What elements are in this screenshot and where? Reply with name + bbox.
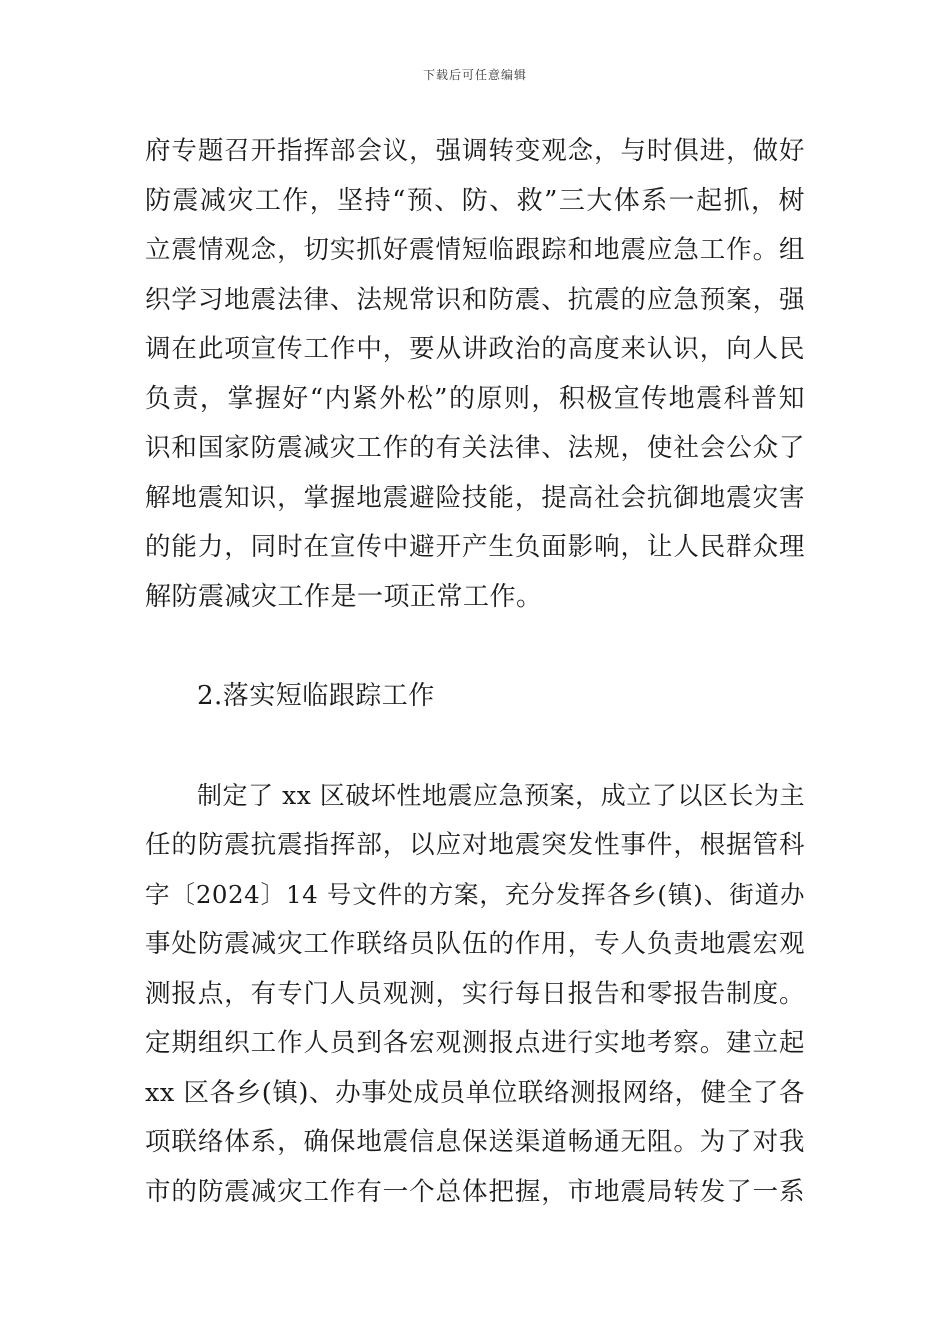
paragraph-line: 识和国家防震减灾工作的有关法律、法规，使社会公众了 <box>145 433 805 463</box>
paragraph-line: 任的防震抗震指挥部，以应对地震突发性事件，根据管科 <box>145 830 805 860</box>
paragraph-line: 立震情观念，切实抓好震情短临跟踪和地震应急工作。组 <box>145 235 805 265</box>
paragraph-line: 解防震减灾工作是一项正常工作。 <box>145 582 543 612</box>
paragraph-line: 制定了 xx 区破坏性地震应急预案，成立了以区长为主 <box>197 781 805 810</box>
paragraph-line: 防震减灾工作，坚持“预、防、救”三大体系一起抓，树 <box>145 186 805 216</box>
paragraph-line: 的能力，同时在宣传中避开产生负面影响，让人民群众理 <box>145 532 805 562</box>
paragraph-line: 负责，掌握好“内紧外松”的原则，积极宣传地震科普知 <box>145 384 805 414</box>
paragraph-line: 解地震知识，掌握地震避险技能，提高社会抗御地震灾害 <box>145 483 805 513</box>
paragraph-line: 府专题召开指挥部会议，强调转变观念，与时俱进，做好 <box>145 136 805 166</box>
paragraph-line: 字〔2024〕14 号文件的方案，充分发挥各乡(镇)、街道办 <box>145 880 805 909</box>
paragraph-line: 项联络体系，确保地震信息保送渠道畅通无阻。为了对我 <box>145 1127 805 1157</box>
paragraph-line: 市的防震减灾工作有一个总体把握，市地震局转发了一系 <box>145 1177 805 1207</box>
paragraph-line: xx 区各乡(镇)、办事处成员单位联络测报网络，健全了各 <box>145 1078 805 1108</box>
paragraph-line: 测报点，有专门人员观测，实行每日报告和零报告制度。 <box>145 979 805 1009</box>
paragraph-line: 调在此项宣传工作中，要从讲政治的高度来认识，向人民 <box>145 334 805 364</box>
section-heading: 2.落实短临跟踪工作 <box>197 681 435 711</box>
paragraph-line: 织学习地震法律、法规常识和防震、抗震的应急预案，强 <box>145 285 805 315</box>
page-header: 下载后可任意编辑 <box>422 68 527 82</box>
paragraph-line: 定期组织工作人员到各宏观测报点进行实地考察。建立起 <box>145 1028 805 1058</box>
paragraph-line: 事处防震减灾工作联络员队伍的作用，专人负责地震宏观 <box>145 929 805 959</box>
